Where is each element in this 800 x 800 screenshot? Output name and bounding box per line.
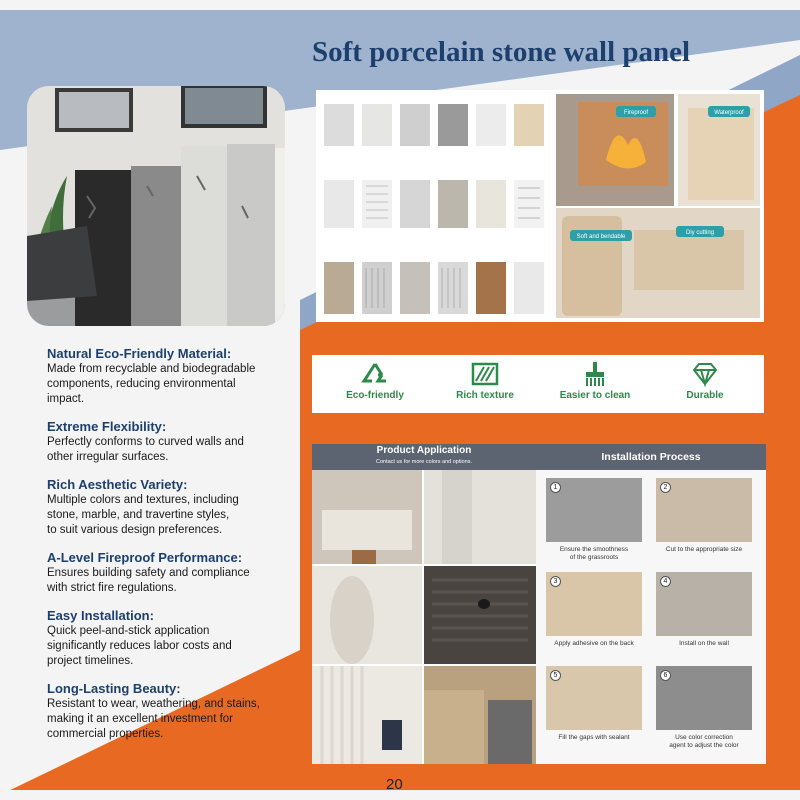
soft-bendable-label — [570, 230, 632, 241]
waterproof-label — [708, 106, 750, 117]
step-number: 5 — [550, 670, 561, 681]
step-number: 6 — [660, 670, 671, 681]
feature-label: Easier to clean — [559, 390, 631, 401]
feature-label: Rich texture — [456, 390, 514, 401]
step-number: 4 — [660, 576, 671, 587]
benefit-item — [47, 477, 317, 538]
feature-eco-friendly — [320, 361, 430, 409]
product-application-header — [312, 444, 536, 470]
benefit-heading: Easy Installation: — [47, 608, 154, 623]
installation-steps — [536, 470, 766, 764]
svg-text:Diy cutting: Diy cutting — [685, 230, 715, 236]
benefit-body: Ensures building safety and compliance with strict fire regulations. — [47, 567, 250, 594]
benefit-heading: Rich Aesthetic Variety: — [47, 477, 188, 492]
feature-durable — [650, 361, 760, 409]
diy-cutting-label — [676, 226, 724, 237]
recycle-icon — [360, 361, 390, 387]
benefit-heading: A-Level Fireproof Performance: — [47, 550, 243, 565]
feature-icons-strip — [312, 355, 764, 413]
benefit-body: Resistant to wear, weathering, and stains, making it an excellent investment for commercial properties. — [47, 698, 260, 740]
fireproof-label — [616, 106, 656, 117]
step-number: 1 — [550, 482, 561, 493]
benefit-heading: Long-Lasting Beauty: — [47, 681, 181, 696]
benefit-heading: Natural Eco-Friendly Material: — [47, 346, 232, 361]
step-caption: Cut to the appropriate size — [665, 546, 743, 553]
benefit-body: Perfectly conforms to curved walls and other irregular surfaces. — [47, 436, 244, 463]
svg-text:Waterproof: Waterproof — [714, 110, 744, 116]
benefit-body: Quick peel-and-stick application significantly reduces labor costs and project timelines. — [47, 625, 232, 667]
feature-easier-to-clean — [540, 361, 650, 409]
step-caption: Use color correction agent to adjust the color — [669, 734, 739, 749]
svg-text:Fireproof: Fireproof — [623, 110, 649, 116]
benefit-heading: Extreme Flexibility: — [47, 419, 167, 434]
feature-rich-texture — [430, 361, 540, 409]
benefit-item — [47, 608, 317, 669]
diamond-icon — [690, 361, 720, 387]
product-application-title: Product Application — [376, 445, 472, 456]
benefit-body: Multiple colors and textures, including stone, marble, and travertine styles, to suit various design preferences. — [47, 494, 239, 536]
texture-samples-panel — [316, 90, 764, 322]
benefit-body: Made from recyclable and biodegradable components, reducing environmental impact. — [47, 363, 256, 405]
page-number: 20 — [386, 776, 403, 793]
texture-icon — [470, 361, 500, 387]
svg-text:Soft and bendable: Soft and bendable — [576, 234, 626, 240]
feature-label: Eco-friendly — [346, 390, 404, 401]
step-caption: Install on the wall — [679, 640, 729, 647]
benefits-list — [47, 346, 317, 754]
step-number: 3 — [550, 576, 561, 587]
brush-icon — [580, 361, 610, 387]
benefit-item — [47, 681, 317, 742]
installation-process-title: Installation Process — [536, 444, 766, 470]
benefit-item — [47, 419, 317, 465]
application-photos — [312, 470, 536, 764]
application-installation-panel — [312, 444, 766, 764]
benefit-item — [47, 550, 317, 596]
hero-photo — [27, 86, 285, 326]
feature-label: Durable — [686, 390, 724, 401]
step-caption: Apply adhesive on the back — [554, 640, 634, 647]
benefit-item — [47, 346, 317, 407]
page-title: Soft porcelain stone wall panel — [312, 36, 691, 68]
step-caption: Fill the gaps with sealant — [558, 734, 630, 741]
step-number: 2 — [660, 482, 671, 493]
product-application-subtitle: Contact us for more colors and options. — [376, 459, 472, 465]
step-caption: Ensure the smoothness of the grassroots — [559, 546, 629, 561]
